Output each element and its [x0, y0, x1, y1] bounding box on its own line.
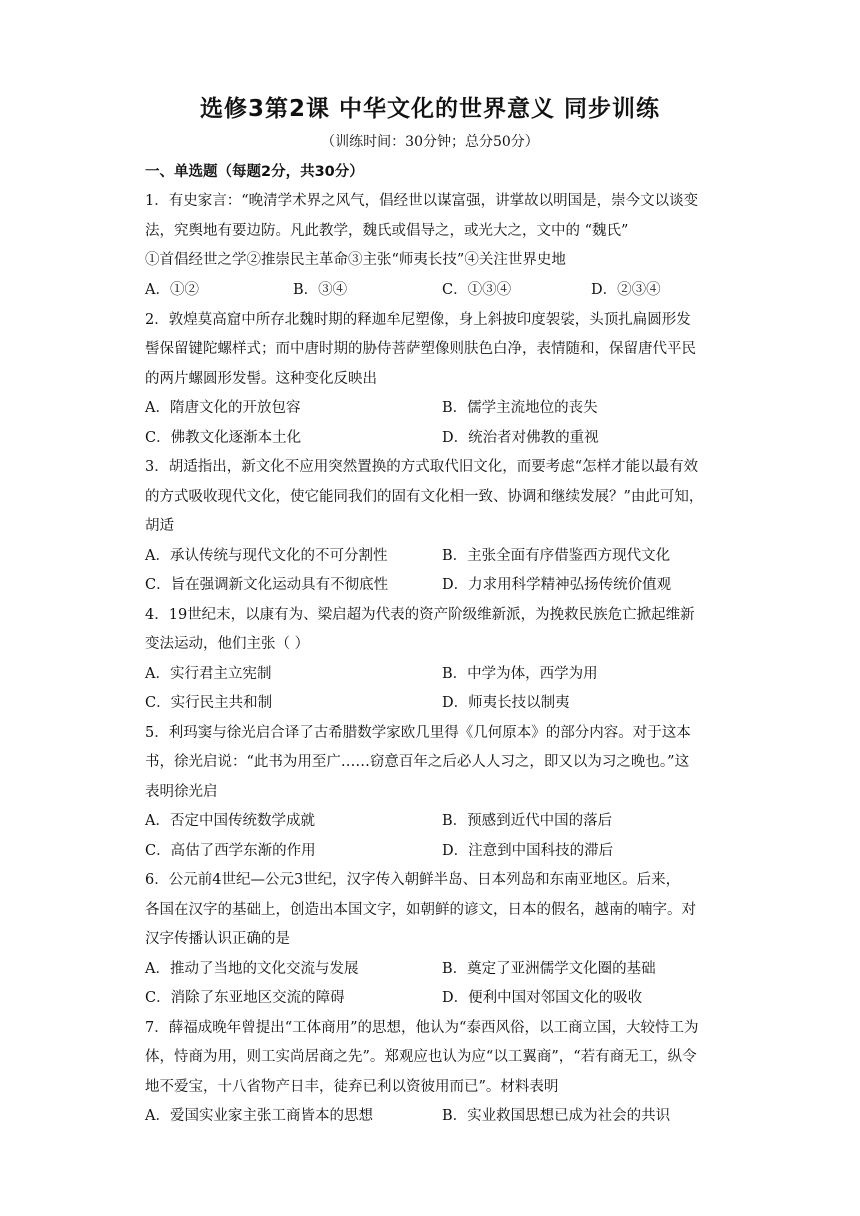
question-6-option-b: B．奠定了亚洲儒学文化圈的基础: [442, 961, 656, 977]
question-7-line-2: 体，恃商为用，则工实尚居商之先”。郑观应也认为应“以工翼商”，“若有商无工，纵令: [145, 1049, 697, 1065]
question-6-line-1: 6．公元前4世纪—公元3世纪，汉字传入朝鲜半岛、日本列岛和东南亚地区。后来，: [145, 872, 681, 888]
question-2-option-b: B．儒学主流地位的丧失: [442, 400, 598, 416]
question-6-option-c: C．消除了东亚地区交流的障碍: [145, 990, 345, 1006]
question-1-line-1: 1．有史家言：“晚清学术界之风气，倡经世以谋富强，讲掌故以明国是，崇今文以谈变: [145, 193, 699, 209]
question-2-line-3: 的两片螺圆形发髻。这种变化反映出: [145, 371, 377, 387]
question-5-option-a: A．否定中国传统数学成就: [145, 813, 315, 829]
question-5-option-b: B．预感到近代中国的落后: [442, 813, 613, 829]
question-4-option-d: D．师夷长技以制夷: [442, 695, 570, 711]
question-3-option-d: D．力求用科学精神弘扬传统价值观: [442, 577, 672, 593]
page-title: 选修3第2课 中华文化的世界意义 同步训练: [199, 96, 661, 122]
question-1-option-d: D．②③④: [591, 282, 661, 298]
question-4-option-a: A．实行君主立宪制: [145, 666, 272, 682]
question-2-line-2: 髻保留键陀螺样式；而中唐时期的胁侍菩萨塑像则肤色白净，表情随和，保留唐代平民: [145, 341, 696, 357]
question-7-option-a: A．爱国实业家主张工商皆本的思想: [145, 1108, 373, 1124]
question-5-line-3: 表明徐光启: [145, 784, 218, 800]
question-1-option-a: A．①②: [145, 282, 199, 298]
question-1-option-c: C．①③④: [442, 282, 512, 298]
question-3-option-a: A．承认传统与现代文化的不可分割性: [145, 548, 388, 564]
question-5-option-d: D．注意到中国科技的滞后: [442, 843, 614, 859]
question-3-option-c: C．旨在强调新文化运动具有不彻底性: [145, 577, 389, 593]
question-5-line-1: 5．利玛窦与徐光启合译了古希腊数学家欧几里得《几何原本》的部分内容。对于这本: [145, 725, 691, 741]
question-4-line-2: 变法运动，他们主张（ ）: [145, 636, 310, 652]
question-3-line-2: 的方式吸收现代文化，使它能同我们的固有文化相一致、协调和继续发展？”由此可知，: [145, 489, 704, 505]
question-1-option-b: B．③④: [293, 282, 348, 298]
page-subtitle: （训练时间：30分钟；总分50分）: [321, 134, 539, 150]
question-7-line-3: 地不爱宝，十八省物产日丰，徒弃已利以资彼用而已”。材料表明: [145, 1079, 559, 1095]
question-2-option-d: D．统治者对佛教的重视: [442, 430, 599, 446]
question-4-option-c: C．实行民主共和制: [145, 695, 273, 711]
question-2-option-c: C．佛教文化逐渐本土化: [145, 430, 302, 446]
section-heading: 一、单选题（每题2分，共30分）: [145, 164, 364, 180]
question-2-option-a: A．隋唐文化的开放包容: [145, 400, 301, 416]
question-6-option-a: A．推动了当地的文化交流与发展: [145, 961, 359, 977]
question-2-line-1: 2．敦煌莫高窟中所存北魏时期的释迦牟尼塑像，身上斜披印度袈裟，头顶扎扁圆形发: [145, 312, 691, 328]
question-6-line-3: 汉字传播认识正确的是: [145, 931, 290, 947]
question-4-line-1: 4．19世纪末，以康有为、梁启超为代表的资产阶级维新派，为挽救民族危亡掀起维新: [145, 607, 695, 623]
question-1-line-2: 法，究舆地有要边防。凡此教学，魏氏或倡导之，或光大之，文中的 “魏氏”: [145, 223, 629, 239]
question-6-line-2: 各国在汉字的基础上，创造出本国文字，如朝鲜的谚文，日本的假名，越南的喃字。对: [145, 902, 696, 918]
question-7-option-b: B．实业救国思想已成为社会的共识: [442, 1108, 671, 1124]
question-3-option-b: B．主张全面有序借鉴西方现代文化: [442, 548, 671, 564]
question-6-option-d: D．便利中国对邻国文化的吸收: [442, 990, 643, 1006]
question-4-option-b: B．中学为体，西学为用: [442, 666, 598, 682]
question-7-line-1: 7．薛福成晚年曾提出“工体商用”的思想，他认为“泰西风俗，以工商立国，大较恃工为: [145, 1020, 699, 1036]
question-5-option-c: C．高估了西学东渐的作用: [145, 843, 316, 859]
question-5-line-2: 书，徐光启说：“此书为用至广……窃意百年之后必人人习之，即又以为习之晚也。”这: [145, 754, 690, 770]
question-3-line-1: 3．胡适指出，新文化不应用突然置换的方式取代旧文化，而要考虑“怎样才能以最有效: [145, 459, 699, 475]
question-3-line-3: 胡适: [145, 518, 174, 534]
question-1-line-3: ①首倡经世之学②推崇民主革命③主张“师夷长技”④关注世界史地: [145, 252, 566, 268]
